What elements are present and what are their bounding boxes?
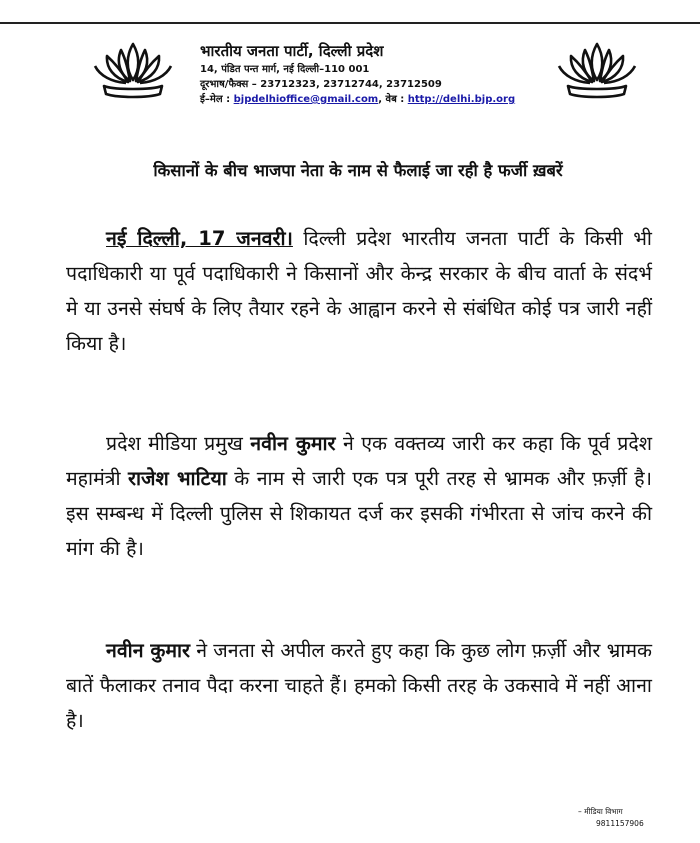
paragraph-2 bbox=[66, 426, 652, 566]
paragraph-1 bbox=[66, 221, 652, 361]
phone-line bbox=[200, 77, 540, 92]
paragraph-3 bbox=[66, 633, 652, 738]
phone-label: दूरभाष/फैक्स – bbox=[200, 79, 257, 90]
paragraph-3-text: ने जनता से अपील करते हुए कहा कि कुछ लोग फ़र्ज़ी और भ्रामक बातें फैलाकर तनाव पैदा करना चाहते हैं। हमको किसी तरह के उकसावे में नहीं आना है। bbox=[66, 639, 652, 732]
signature-phone: 9811157906 bbox=[596, 819, 644, 828]
signature-dept: – मीडिया विभाग bbox=[578, 807, 623, 816]
address: 14, पंडित पन्त मार्ग, नई दिल्ली–110 001 bbox=[200, 64, 370, 75]
name-naveen-kumar: नवीन कुमार bbox=[250, 432, 336, 455]
paragraph-2-part-1: प्रदेश मीडिया प्रमुख bbox=[106, 432, 251, 455]
dateline: नई दिल्ली, 17 जनवरी। bbox=[106, 227, 293, 250]
contact-line bbox=[200, 92, 540, 107]
lotus-icon bbox=[554, 40, 640, 100]
letterhead bbox=[200, 40, 540, 107]
lotus-icon bbox=[90, 40, 176, 100]
paragraph-2-part-3: के नाम से जारी एक पत्र पूरी तरह से भ्रामक और फ़र्ज़ी है। इस सम्बन्ध में दिल्ली पुलिस से शिकायत दर्ज कर इसकी गंभीरता से जांच करने की मांग की है। bbox=[66, 467, 653, 560]
paragraph-1-text: दिल्ली प्रदेश भारतीय जनता पार्टी के किसी भी पदाधिकारी या पूर्व पदाधिकारी ने किसानों और केन्द्र सरकार के बीच वार्ता के संदर्भ मे या उनसे संघर्ष के लिए तैयार रहने के आह्वान करने से संबंधित कोई पत्र जारी नहीं किया है। bbox=[66, 227, 652, 355]
name-naveen-kumar: नवीन कुमार bbox=[106, 639, 191, 662]
signature bbox=[578, 806, 644, 830]
headline: किसानों के बीच भाजपा नेता के नाम से फैलाई जा रही है फर्जी ख़बरें bbox=[153, 161, 563, 180]
website-link[interactable]: http://delhi.bjp.org bbox=[407, 94, 516, 105]
email-label: ई–मेल : bbox=[200, 94, 231, 105]
org-name: भारतीय जनता पार्टी, दिल्ली प्रदेश bbox=[200, 42, 384, 60]
top-rule bbox=[0, 22, 700, 24]
email-link[interactable]: bjpdelhioffice@gmail.com bbox=[233, 94, 379, 105]
phone-numbers: 23712323, 23712744, 23712509 bbox=[260, 79, 442, 90]
name-rajesh-bhatia: राजेश भाटिया bbox=[128, 467, 227, 490]
web-label: , वेब : bbox=[378, 94, 405, 105]
paragraph-2-part-2: ने एक वक्तव्य जारी कर कहा कि पूर्व प्रदेश महामंत्री bbox=[66, 432, 652, 490]
